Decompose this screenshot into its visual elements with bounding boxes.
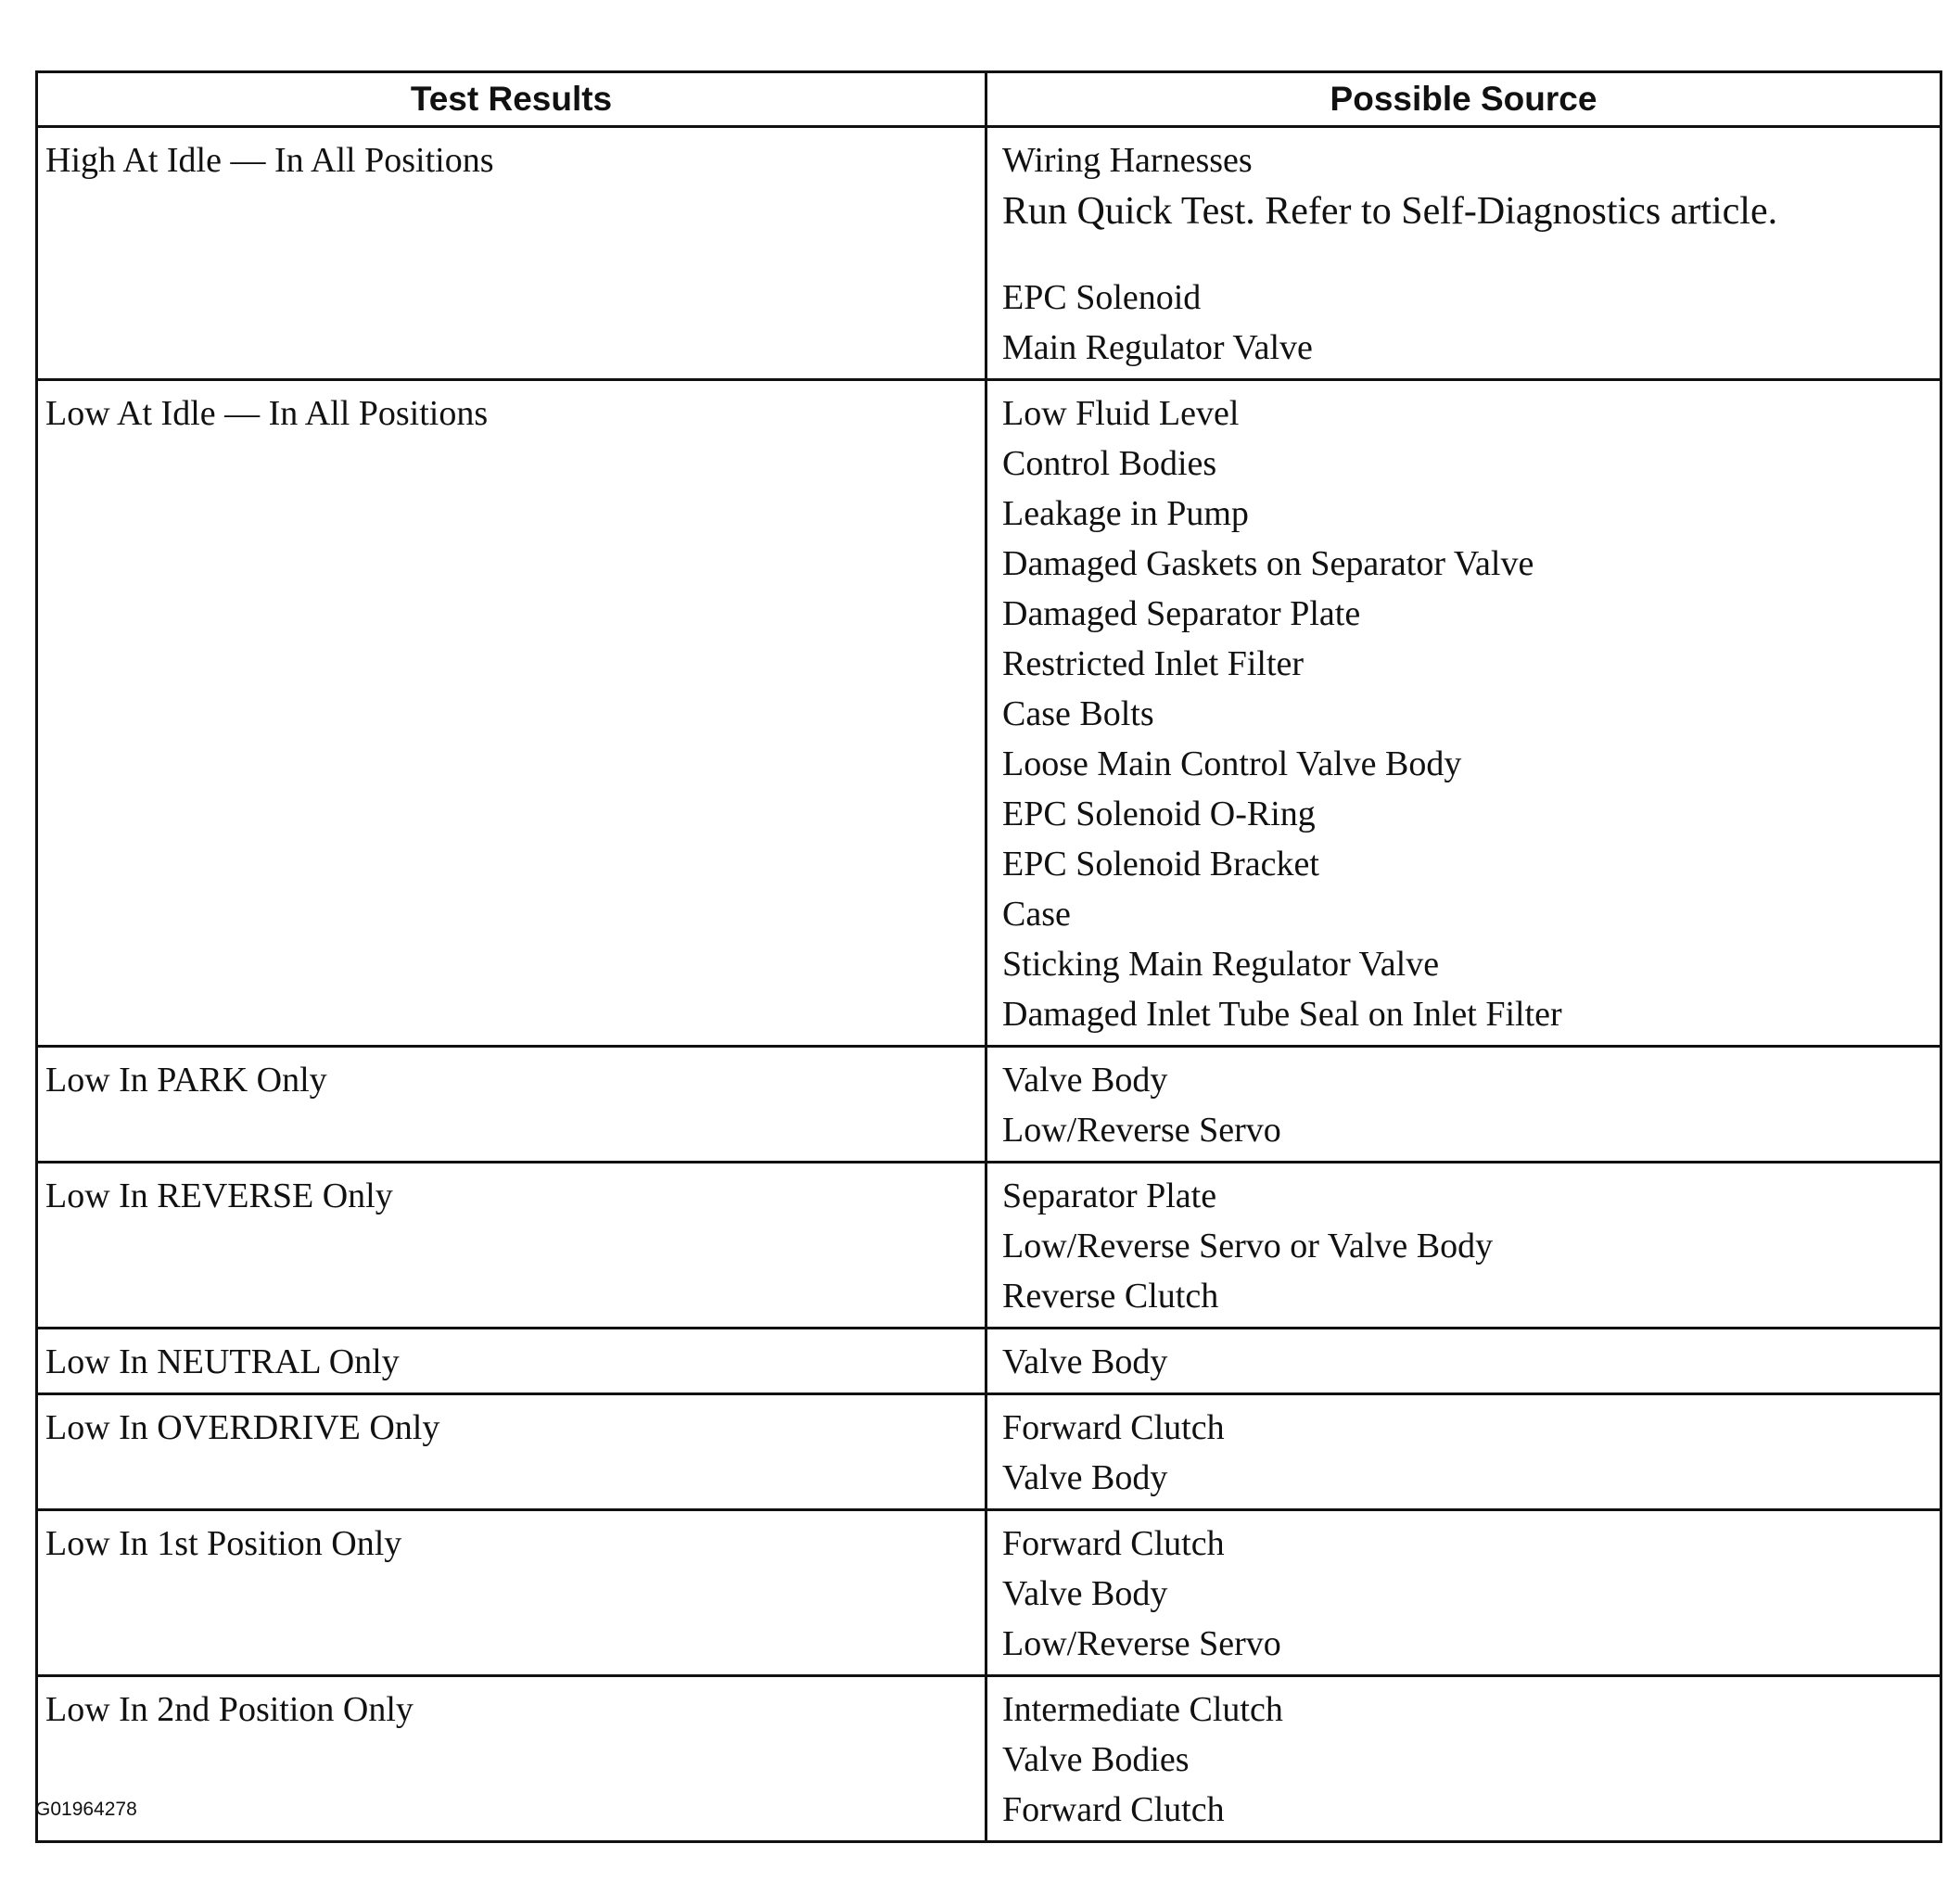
source-item: Case Bolts: [1002, 694, 1154, 733]
source-item: Case: [1002, 895, 1071, 934]
table-row: [37, 1047, 1941, 1163]
possible-source-cell: [986, 1510, 1941, 1676]
source-item: Damaged Separator Plate: [1002, 594, 1361, 633]
possible-source-cell: [986, 1163, 1941, 1329]
table-row: [37, 1510, 1941, 1676]
source-item: EPC Solenoid Bracket: [1002, 845, 1319, 884]
source-item: Forward Clutch: [1002, 1524, 1225, 1563]
source-item: Intermediate Clutch: [1002, 1690, 1283, 1729]
diagnosis-table: [35, 70, 1942, 1843]
source-item: Valve Body: [1002, 1574, 1168, 1613]
source-item: EPC Solenoid: [1002, 278, 1202, 317]
source-item: Restricted Inlet Filter: [1002, 644, 1305, 683]
test-result-cell: High At Idle — In All Positions: [37, 127, 986, 380]
source-item: Damaged Gaskets on Separator Valve: [1002, 544, 1534, 583]
test-result-cell: Low In REVERSE Only: [37, 1163, 986, 1329]
header-possible-source: Possible Source: [986, 72, 1941, 127]
source-item: Low/Reverse Servo: [1002, 1624, 1281, 1663]
source-item: Forward Clutch: [1002, 1408, 1225, 1447]
possible-source-cell: [986, 1676, 1941, 1842]
source-item: Wiring Harnesses: [1002, 141, 1253, 180]
test-result-cell: Low In NEUTRAL Only: [37, 1329, 986, 1394]
source-item: Valve Body: [1002, 1061, 1168, 1100]
source-item: Sticking Main Regulator Valve: [1002, 945, 1440, 984]
test-result-cell: Low In 1st Position Only: [37, 1510, 986, 1676]
figure-id: G01964278: [35, 1799, 137, 1820]
table-row: [37, 1394, 1941, 1510]
source-item: Valve Body: [1002, 1458, 1168, 1497]
source-item: Low/Reverse Servo: [1002, 1111, 1281, 1150]
source-item: Low Fluid Level: [1002, 394, 1240, 433]
source-item: Low/Reverse Servo or Valve Body: [1002, 1227, 1494, 1265]
source-item: Forward Clutch: [1002, 1790, 1225, 1829]
source-item: Valve Bodies: [1002, 1740, 1190, 1779]
test-result-cell: Low In PARK Only: [37, 1047, 986, 1163]
test-result-cell: Low In OVERDRIVE Only: [37, 1394, 986, 1510]
source-item: Run Quick Test. Refer to Self-Diagnostics article.: [1002, 190, 1778, 233]
test-result-cell: Low At Idle — In All Positions: [37, 380, 986, 1047]
possible-source-cell: [986, 1394, 1941, 1510]
possible-source-cell: [986, 1329, 1941, 1394]
source-item: Leakage in Pump: [1002, 494, 1249, 533]
source-item: EPC Solenoid O-Ring: [1002, 795, 1316, 833]
source-item: Main Regulator Valve: [1002, 328, 1313, 367]
header-test-results: Test Results: [37, 72, 986, 127]
source-item: Separator Plate: [1002, 1176, 1217, 1215]
source-item: Control Bodies: [1002, 444, 1217, 483]
possible-source-cell: [986, 1047, 1941, 1163]
source-item: Reverse Clutch: [1002, 1277, 1219, 1316]
source-item: Damaged Inlet Tube Seal on Inlet Filter: [1002, 995, 1562, 1034]
table-row: [37, 380, 1941, 1047]
header-row: [37, 72, 1941, 127]
source-item: Valve Body: [1002, 1342, 1168, 1381]
possible-source-cell: [986, 380, 1941, 1047]
source-item: Loose Main Control Valve Body: [1002, 744, 1462, 783]
table-row: [37, 127, 1941, 380]
table-row: [37, 1163, 1941, 1329]
test-result-cell: Low In 2nd Position Only: [37, 1676, 986, 1842]
possible-source-cell: [986, 127, 1941, 380]
table-row: [37, 1676, 1941, 1842]
table-row: [37, 1329, 1941, 1394]
